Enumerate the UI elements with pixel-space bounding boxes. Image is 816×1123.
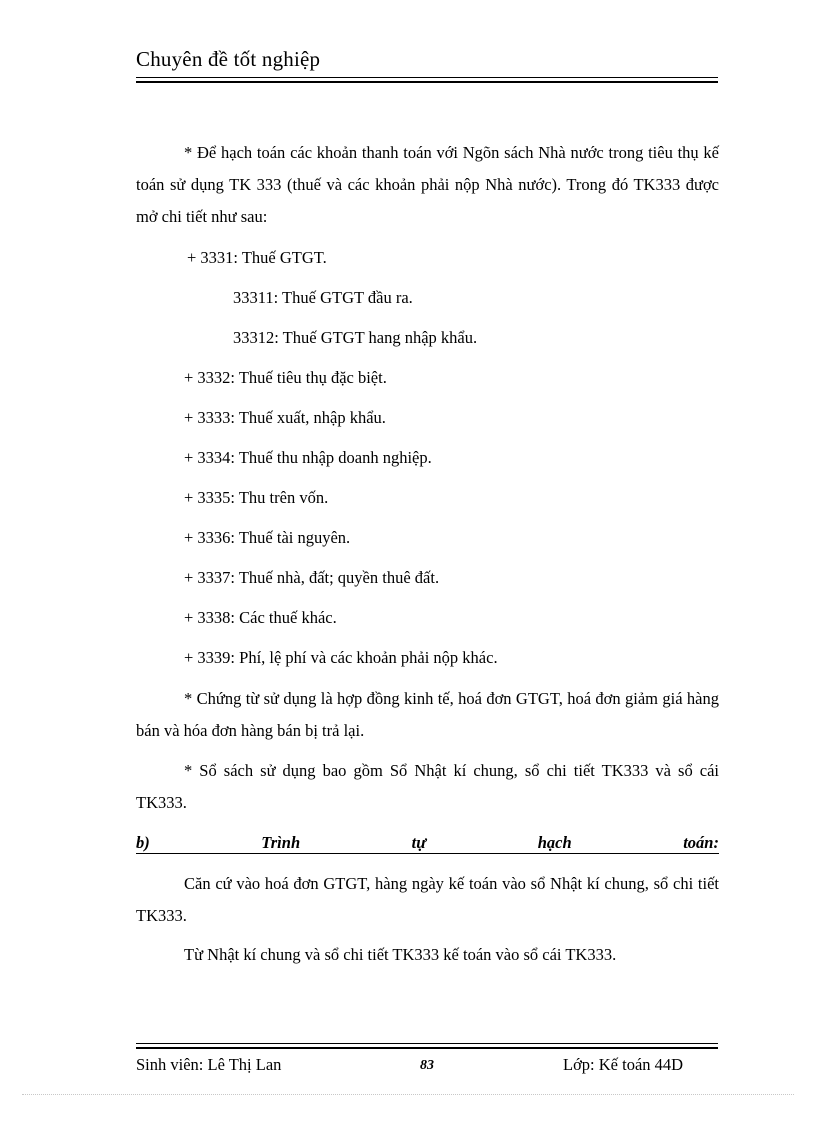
footer-rule bbox=[136, 1043, 718, 1049]
list-item-33311: 33311: Thuế GTGT đầu ra. bbox=[233, 288, 413, 307]
list-item-3339: + 3339: Phí, lệ phí và các khoản phải nộp khác. bbox=[184, 648, 498, 667]
list-item-3338: + 3338: Các thuế khác. bbox=[184, 608, 337, 627]
paragraph-so-sach: * Sổ sách sử dụng bao gồm Sổ Nhật kí chung, sổ chi tiết TK333 và sổ cái TK333. bbox=[136, 761, 719, 812]
list-item-3331: + 3331: Thuế GTGT. bbox=[187, 248, 327, 267]
heading-word: toán: bbox=[683, 833, 719, 852]
header-rule bbox=[136, 77, 718, 83]
list-item-3333: + 3333: Thuế xuất, nhập khẩu. bbox=[184, 408, 386, 427]
heading-word: b) bbox=[136, 833, 150, 852]
page-edge-divider bbox=[22, 1094, 794, 1095]
list-item-3337: + 3337: Thuế nhà, đất; quyền thuê đất. bbox=[184, 568, 440, 587]
section-heading bbox=[136, 833, 719, 854]
paragraph-can-cu: Căn cứ vào hoá đơn GTGT, hàng ngày kế toán vào sổ Nhật kí chung, sổ chi tiết TK333. bbox=[136, 874, 719, 925]
paragraph-tk333: * Để hạch toán các khoản thanh toán với Ngõn sách Nhà nước trong tiêu thụ kế toán sử dụng TK 333 (thuế và các khoản phải nộp Nhà nước). Trong đó TK333 được mở chi tiết như sau: bbox=[136, 143, 719, 226]
footer-class: Lớp: Kế toán 44D bbox=[563, 1055, 684, 1074]
page-number: 83 bbox=[420, 1058, 434, 1073]
heading-word: hạch bbox=[537, 833, 572, 852]
document-title: Chuyên đề tốt nghiệp bbox=[136, 47, 321, 71]
heading-word: tự bbox=[411, 833, 427, 852]
list-item-3335: + 3335: Thu trên vốn. bbox=[184, 488, 329, 507]
list-item-3332: + 3332: Thuế tiêu thụ đặc biệt. bbox=[184, 368, 387, 387]
list-item-3334: + 3334: Thuế thu nhập doanh nghiệp. bbox=[184, 448, 432, 467]
paragraph-tu-nhat-ki: Từ Nhật kí chung và sổ chi tiết TK333 kế toán vào sổ cái TK333. bbox=[184, 945, 617, 964]
list-item-33312: 33312: Thuế GTGT hang nhập khẩu. bbox=[233, 328, 478, 347]
list-item-3336: + 3336: Thuế tài nguyên. bbox=[184, 528, 351, 547]
heading-word: Trình bbox=[261, 833, 301, 852]
paragraph-chung-tu: * Chứng từ sử dụng là hợp đồng kinh tế, hoá đơn GTGT, hoá đơn giảm giá hàng bán và hóa đơn hàng bán bị trả lại. bbox=[136, 689, 719, 740]
footer-student: Sinh viên: Lê Thị Lan bbox=[136, 1055, 282, 1074]
